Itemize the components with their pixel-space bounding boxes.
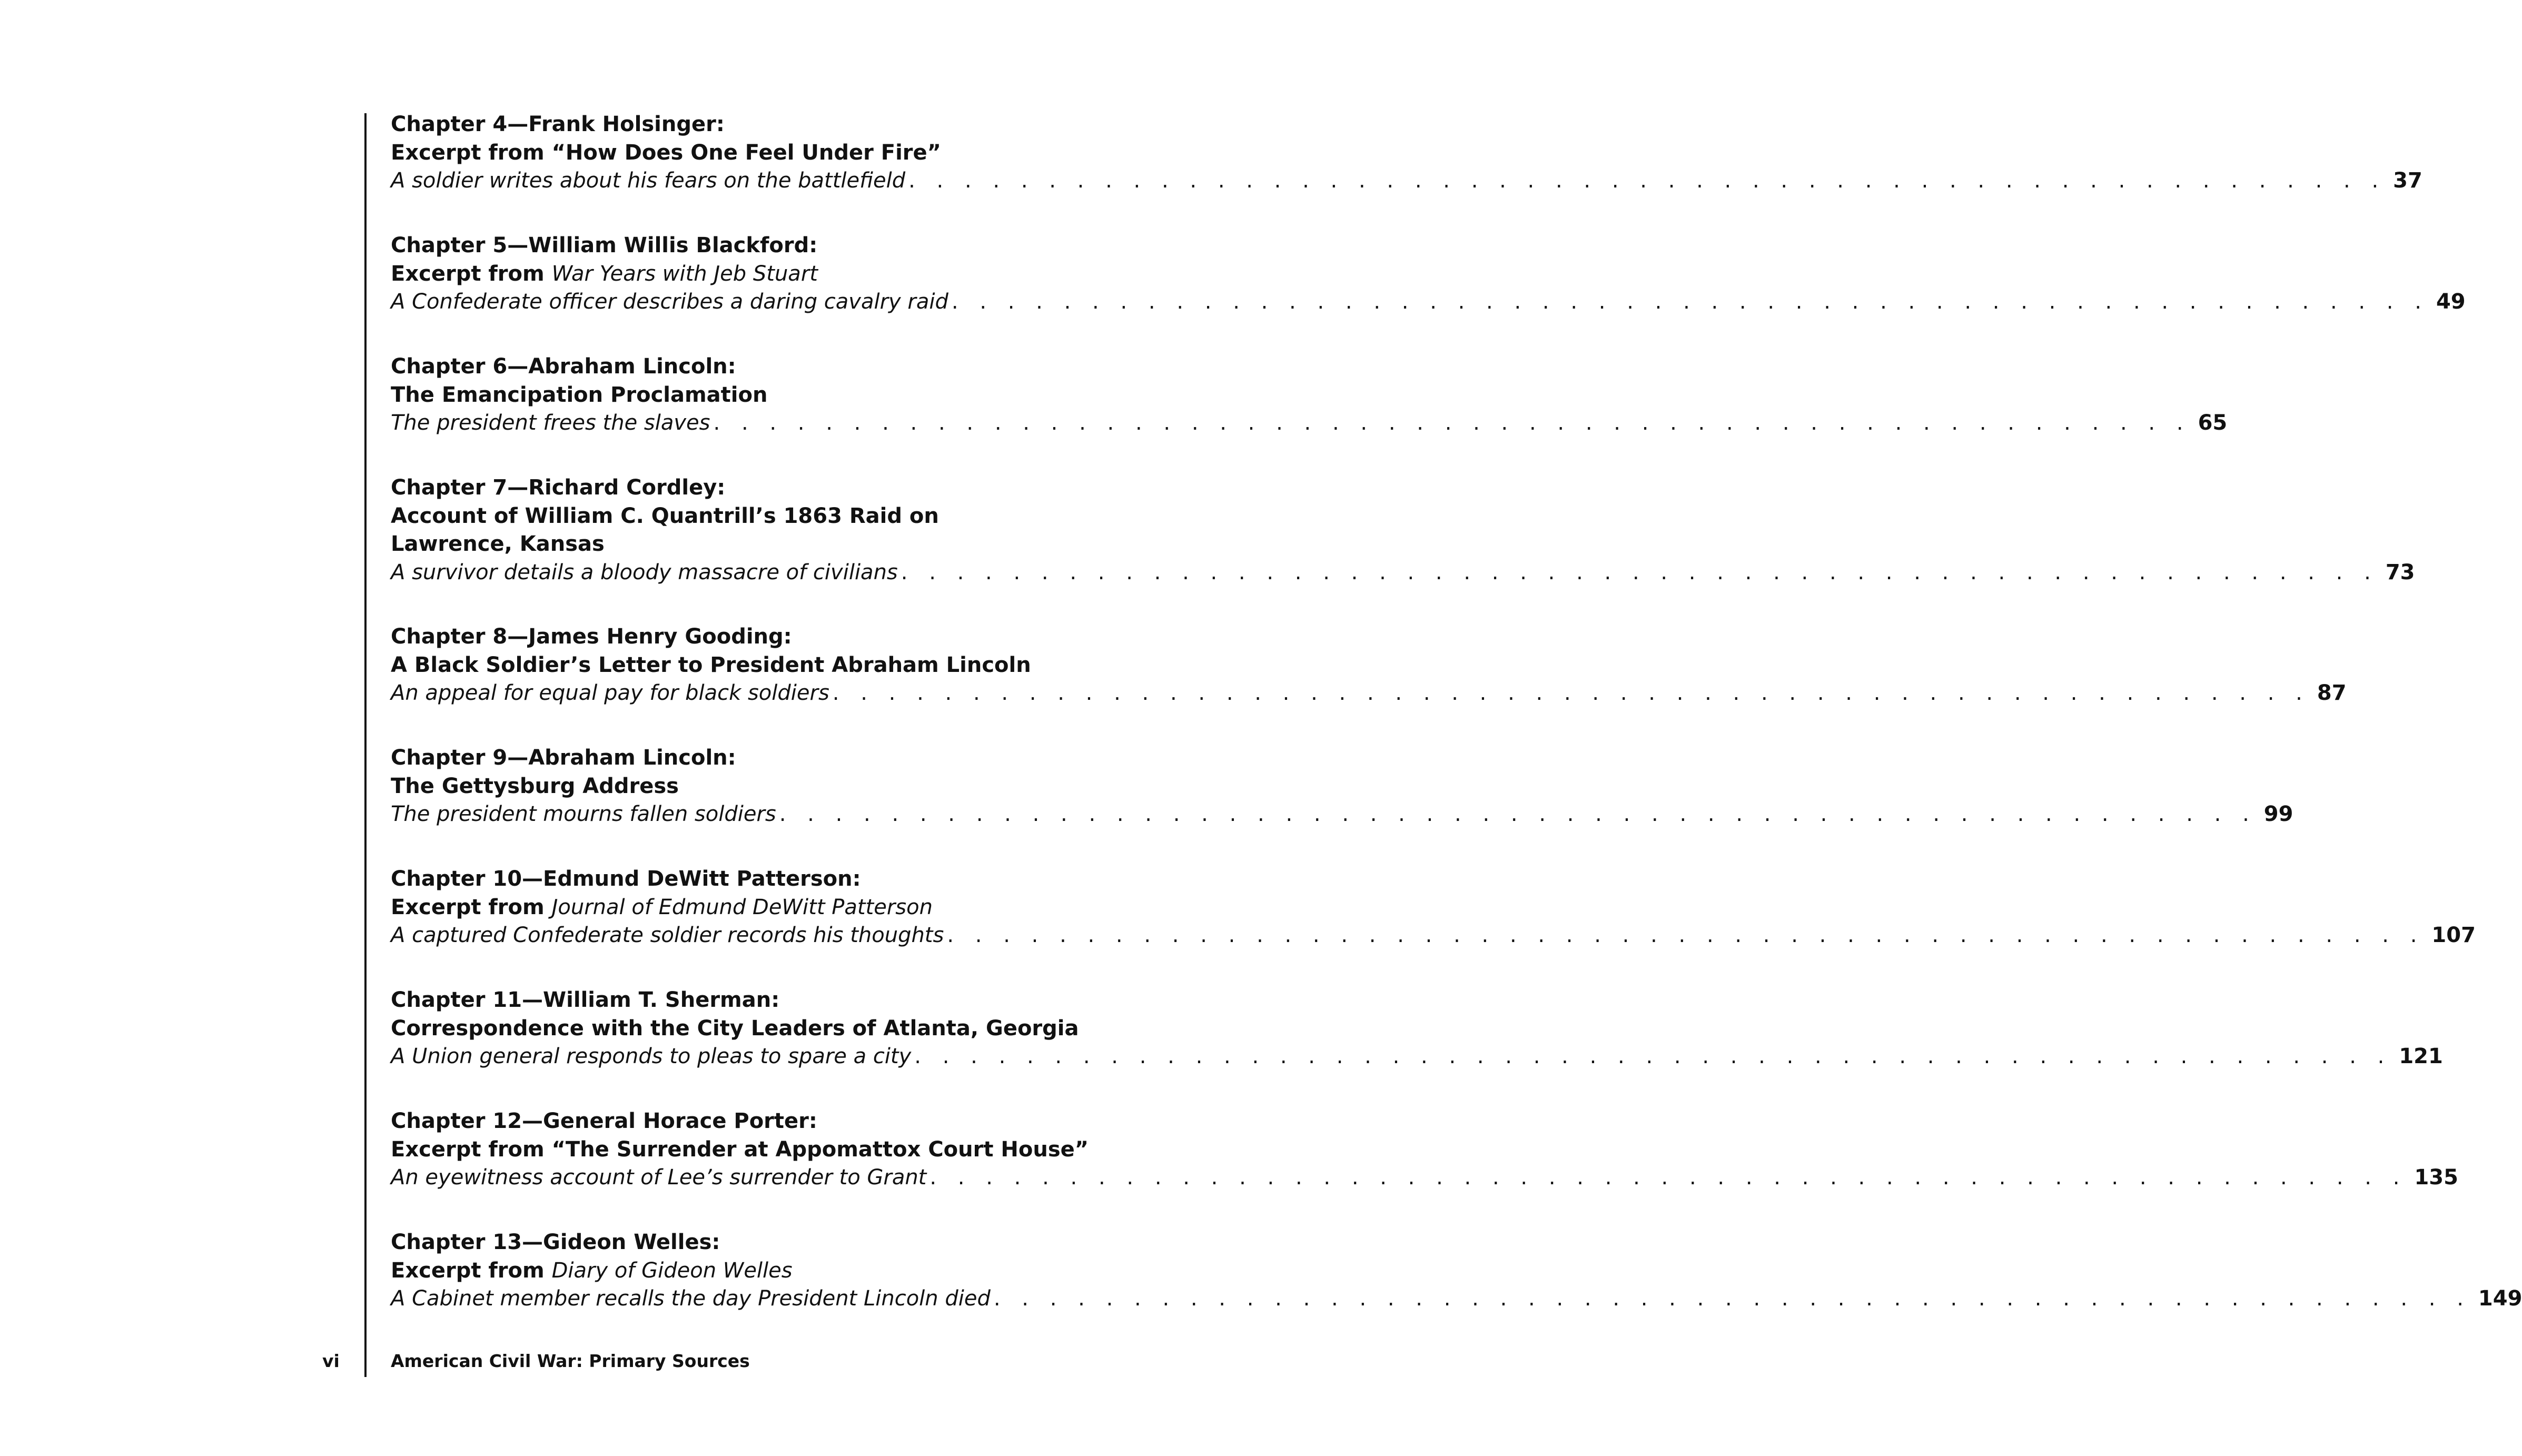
- chapter-title: [391, 1015, 1079, 1043]
- dot-leader: [944, 922, 2431, 950]
- page-number: 73: [2385, 560, 2415, 585]
- title-text: Correspondence with the City Leaders of Atlanta, Georgia: [391, 1016, 1079, 1041]
- vertical-rule: [364, 113, 367, 1377]
- chapter-heading: Chapter 9—Abraham Lincoln:: [391, 746, 736, 770]
- chapter-title: [391, 502, 1015, 531]
- chapter-heading: Chapter 6—Abraham Lincoln:: [391, 354, 736, 379]
- title-text: Excerpt from: [391, 1258, 552, 1283]
- page-number: 135: [2414, 1165, 2458, 1190]
- toc-entry-chapter-5[interactable]: [391, 232, 2466, 353]
- dot-leader: [905, 167, 2393, 195]
- chapter-description: An eyewitness account of Lee’s surrender to Grant: [391, 1165, 927, 1190]
- toc-entry-chapter-11[interactable]: [391, 986, 2443, 1107]
- chapter-description: A Confederate officer describes a daring cavalry raid: [391, 290, 948, 314]
- toc-entry-chapter-7[interactable]: [391, 474, 2415, 623]
- chapter-description-line: [391, 409, 2228, 438]
- title-text: Excerpt from: [391, 261, 552, 286]
- chapter-description-line: [391, 922, 2476, 950]
- page-number: 121: [2399, 1044, 2443, 1068]
- chapter-title: [391, 260, 1015, 289]
- toc-entry-chapter-4[interactable]: [391, 111, 2422, 232]
- dot-leader: [710, 409, 2198, 438]
- dot-leader: [829, 679, 2317, 708]
- chapter-description: A soldier writes about his fears on the battlefield: [391, 169, 906, 193]
- page-number: 87: [2317, 681, 2347, 705]
- title-text: Account of William C. Quantrill’s 1863 Raid on: [391, 503, 939, 528]
- toc-entry-chapter-10[interactable]: [391, 865, 2476, 986]
- page-number: 37: [2393, 169, 2422, 193]
- chapter-heading: Chapter 4—Frank Holsinger:: [391, 112, 725, 136]
- dot-leader: [926, 1164, 2414, 1192]
- dot-leader: [776, 800, 2264, 829]
- dot-leader: [991, 1285, 2478, 1313]
- dot-leader: [898, 559, 2386, 587]
- chapter-description: A captured Confederate soldier records his thoughts: [391, 923, 944, 947]
- chapter-title: [391, 381, 1015, 410]
- dot-leader: [948, 288, 2436, 316]
- running-footer-title: American Civil War: Primary Sources: [391, 1351, 750, 1371]
- chapter-title: [391, 1136, 1089, 1164]
- dot-leader: [911, 1043, 2399, 1071]
- chapter-description-line: [391, 1164, 2458, 1192]
- chapter-description: The president frees the slaves: [391, 411, 710, 435]
- chapter-description-line: [391, 679, 2347, 708]
- chapter-heading: Chapter 12—General Horace Porter:: [391, 1109, 817, 1133]
- chapter-description: A Cabinet member recalls the day President Lincoln died: [391, 1286, 991, 1311]
- chapter-description-line: [391, 167, 2422, 195]
- page-number: 49: [2436, 290, 2466, 314]
- page-number: 149: [2478, 1286, 2522, 1311]
- title-text: A Black Soldier’s Letter to President Abraham Lincoln: [391, 652, 1031, 677]
- chapter-heading: Chapter 7—Richard Cordley:: [391, 476, 726, 500]
- title-italic: Diary of Gideon Welles: [551, 1258, 793, 1283]
- chapter-description: An appeal for equal pay for black soldiers: [391, 681, 829, 705]
- chapter-heading: Chapter 8—James Henry Gooding:: [391, 625, 792, 649]
- chapter-title: [391, 1257, 1015, 1285]
- chapter-title: [391, 651, 1031, 680]
- title-text: The Gettysburg Address: [391, 774, 679, 798]
- chapter-title-continued: Lawrence, Kansas: [391, 532, 605, 556]
- chapter-description-line: [391, 800, 2293, 829]
- title-italic: Journal of Edmund DeWitt Patterson: [551, 895, 933, 919]
- title-text: Excerpt from: [391, 895, 552, 919]
- chapter-description-line: [391, 559, 2415, 587]
- toc-entry-chapter-8[interactable]: [391, 623, 2347, 744]
- chapter-description: A Union general responds to pleas to spare a city: [391, 1044, 912, 1068]
- chapter-description-line: [391, 1285, 2522, 1313]
- chapter-title: [391, 772, 1015, 801]
- chapter-heading: Chapter 10—Edmund DeWitt Patterson:: [391, 867, 861, 891]
- toc-entry-chapter-13[interactable]: [391, 1229, 2522, 1350]
- chapter-title: [391, 139, 1015, 167]
- chapter-description: The president mourns fallen soldiers: [391, 802, 776, 826]
- chapter-description-line: [391, 1043, 2443, 1071]
- page-number: 107: [2431, 923, 2476, 947]
- chapter-description-line: [391, 288, 2466, 316]
- chapter-description: A survivor details a bloody massacre of civilians: [391, 560, 898, 585]
- page-folio: vi: [322, 1351, 340, 1371]
- toc-entry-chapter-6[interactable]: [391, 353, 2228, 474]
- chapter-heading: Chapter 13—Gideon Welles:: [391, 1230, 720, 1254]
- chapter-title: [391, 894, 1015, 922]
- title-text: Excerpt from “How Does One Feel Under Fire”: [391, 140, 941, 165]
- toc-entry-chapter-9[interactable]: [391, 744, 2293, 865]
- title-text: The Emancipation Proclamation: [391, 382, 768, 407]
- toc-entry-chapter-12[interactable]: [391, 1107, 2458, 1229]
- page-number: 99: [2263, 802, 2293, 826]
- page-number: 65: [2198, 411, 2228, 435]
- title-text: Excerpt from “The Surrender at Appomattox Court House”: [391, 1137, 1089, 1162]
- title-italic: War Years with Jeb Stuart: [551, 261, 818, 286]
- table-of-contents: [391, 111, 2522, 1350]
- chapter-heading: Chapter 5—William Willis Blackford:: [391, 233, 818, 257]
- chapter-heading: Chapter 11—William T. Sherman:: [391, 988, 780, 1012]
